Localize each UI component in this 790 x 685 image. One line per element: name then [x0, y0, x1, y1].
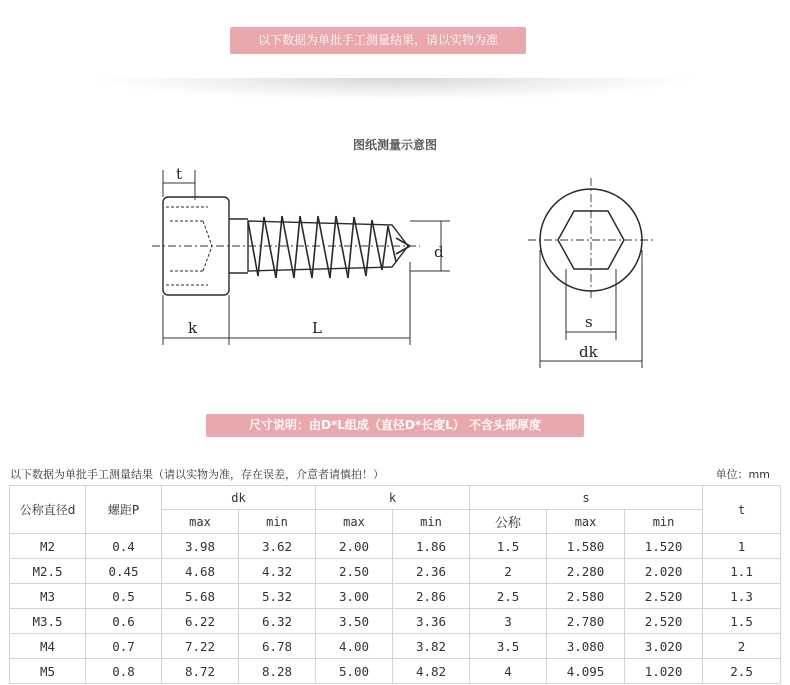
header-s-min: min	[625, 510, 703, 534]
table-row	[10, 609, 781, 634]
cell-dk-max: 7.22	[162, 634, 239, 659]
cell-pitch: 0.7	[86, 634, 162, 659]
label-dk: dk	[579, 343, 598, 361]
cell-k-max: 5.00	[316, 659, 393, 684]
cell-s-max: 4.095	[547, 659, 625, 684]
cell-d: M4	[10, 634, 86, 659]
table-row	[10, 584, 781, 609]
cell-pitch: 0.4	[86, 534, 162, 559]
cell-dk-min: 4.32	[239, 559, 316, 584]
cell-t: 1.1	[703, 559, 781, 584]
cell-pitch: 0.45	[86, 559, 162, 584]
cell-dk-min: 8.28	[239, 659, 316, 684]
cell-dk-min: 6.78	[239, 634, 316, 659]
cell-k-max: 3.50	[316, 609, 393, 634]
cell-k-max: 2.50	[316, 559, 393, 584]
cell-k-min: 4.82	[393, 659, 470, 684]
header-s-nominal: 公称	[470, 510, 547, 534]
cell-d: M2	[10, 534, 86, 559]
cell-d: M2.5	[10, 559, 86, 584]
cell-s-min: 1.020	[625, 659, 703, 684]
cell-s-nominal: 4	[470, 659, 547, 684]
cell-k-min: 3.82	[393, 634, 470, 659]
table-row	[10, 559, 781, 584]
cell-s-nominal: 2	[470, 559, 547, 584]
cell-t: 1.3	[703, 584, 781, 609]
cell-k-min: 1.86	[393, 534, 470, 559]
table-row	[10, 534, 781, 559]
cell-dk-min: 3.62	[239, 534, 316, 559]
cell-t: 2.5	[703, 659, 781, 684]
cell-dk-max: 3.98	[162, 534, 239, 559]
cell-t: 1	[703, 534, 781, 559]
cell-s-max: 3.080	[547, 634, 625, 659]
header-t: t	[703, 486, 781, 534]
cell-s-max: 2.280	[547, 559, 625, 584]
cell-s-max: 2.580	[547, 584, 625, 609]
header-k-min: min	[393, 510, 470, 534]
cell-k-min: 3.36	[393, 609, 470, 634]
spec-table	[9, 485, 781, 684]
cell-dk-max: 4.68	[162, 559, 239, 584]
cell-s-min: 2.520	[625, 584, 703, 609]
table-row	[10, 634, 781, 659]
table-caption: 以下数据为单批手工测量结果（请以实物为准，存在误差，介意者请慎拍！）	[10, 468, 384, 481]
cell-s-min: 2.520	[625, 609, 703, 634]
cell-dk-max: 6.22	[162, 609, 239, 634]
unit-label: 单位：mm	[715, 468, 770, 481]
cell-k-max: 4.00	[316, 634, 393, 659]
label-k: k	[188, 319, 198, 337]
cell-s-nominal: 3	[470, 609, 547, 634]
header-s-max: max	[547, 510, 625, 534]
header-pitch: 螺距P	[86, 486, 162, 534]
header-nominal-diameter: 公称直径d	[10, 486, 86, 534]
cell-s-nominal: 2.5	[470, 584, 547, 609]
cell-s-min: 3.020	[625, 634, 703, 659]
header-dk-max: max	[162, 510, 239, 534]
header-k: k	[316, 486, 470, 510]
header-k-max: max	[316, 510, 393, 534]
cell-dk-max: 8.72	[162, 659, 239, 684]
cell-s-nominal: 3.5	[470, 634, 547, 659]
cell-pitch: 0.8	[86, 659, 162, 684]
cell-k-min: 2.86	[393, 584, 470, 609]
cell-s-min: 2.020	[625, 559, 703, 584]
cell-s-max: 2.780	[547, 609, 625, 634]
cell-k-max: 3.00	[316, 584, 393, 609]
cell-s-max: 1.580	[547, 534, 625, 559]
cell-d: M3	[10, 584, 86, 609]
cell-k-min: 2.36	[393, 559, 470, 584]
cell-dk-min: 6.32	[239, 609, 316, 634]
cell-s-nominal: 1.5	[470, 534, 547, 559]
cell-t: 2	[703, 634, 781, 659]
cell-t: 1.5	[703, 609, 781, 634]
cell-s-min: 1.520	[625, 534, 703, 559]
label-s: s	[585, 313, 593, 331]
dim-k-L	[163, 262, 410, 345]
label-t: t	[176, 165, 183, 183]
cell-pitch: 0.6	[86, 609, 162, 634]
cell-d: M3.5	[10, 609, 86, 634]
cell-dk-max: 5.68	[162, 584, 239, 609]
notice-banner: 以下数据为单批手工测量结果，请以实物为准	[230, 27, 526, 54]
cell-d: M5	[10, 659, 86, 684]
header-dk: dk	[162, 486, 316, 510]
cell-dk-min: 5.32	[239, 584, 316, 609]
label-d: d	[434, 243, 444, 261]
drawing-title: 图纸测量示意图	[352, 138, 437, 152]
cell-pitch: 0.5	[86, 584, 162, 609]
header-s: s	[470, 486, 703, 510]
dimension-note-bar: 尺寸说明：由D*L组成（直径D*长度L） 不含头部厚度	[206, 414, 584, 437]
header-dk-min: min	[239, 510, 316, 534]
cell-k-max: 2.00	[316, 534, 393, 559]
table-row	[10, 659, 781, 684]
label-L: L	[312, 319, 322, 337]
